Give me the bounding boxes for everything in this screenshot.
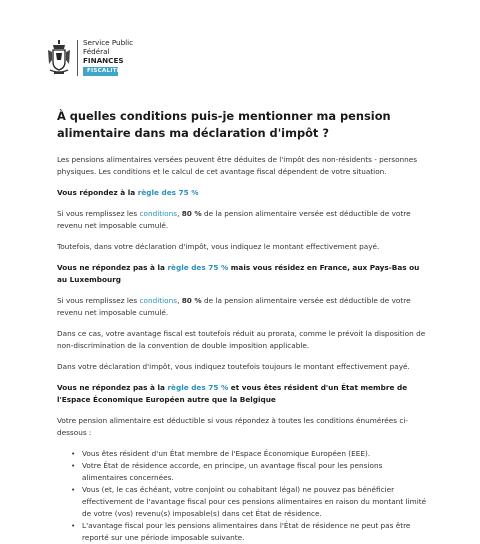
conditions-link[interactable]: conditions [139,296,178,305]
rule-75-link[interactable]: règle des 75 % [137,188,199,197]
list-item: • Vous (et, le cas échéant, votre conjoint ou cohabitant légal) ne pouvez pas bénéficier effectivement de l'avantage fiscal pour ces pensions alimentaires en raison du montant limité de votre (vos) revenu(s) imposable(s) dans cet État de résidence. [71,484,427,520]
section-3-heading-text-b: et vous êtes résident d'un État membre de l'Espace Économique Européen autre que la Belgique [57,383,408,404]
section-2-heading-text-a: Vous ne répondez pas à la [57,263,168,272]
s2p1-text-c: de la pension alimentaire versée est déductible de votre revenu net imposable cumulé. [57,296,411,317]
s2p1-text-b: , [177,296,182,305]
main-content [57,108,427,544]
list-item: • Votre État de résidence accorde, en principe, un avantage fiscal pour les pensions alimentaires concernées. [71,460,427,484]
belgian-coat-of-arms-icon[interactable] [46,40,72,76]
section-2-paragraph-2: Dans ce cas, votre avantage fiscal est toutefois réduit au prorata, comme le prévoit la disposition de non-discrimination de la convention de double imposition applicable. [57,329,426,350]
s1p1-text-a: Si vous remplissez les [57,209,140,218]
s1p1-text-c: de la pension alimentaire versée est déductible de votre revenu net imposable cumulé. [57,209,411,230]
section-2-paragraph-3: Dans votre déclaration d'impôt, vous indiquez toutefois toujours le montant effectivement payé. [57,362,410,371]
conditions-list [71,448,427,544]
rule-75-link[interactable]: règle des 75 % [167,383,229,392]
s1p1-text-b: , [177,209,182,218]
list-item: • L'avantage fiscal pour les pensions alimentaires dans l'État de résidence ne peut pas être reporté sur une période imposable suivante. [71,520,427,544]
section-2-paragraph-1 [57,295,427,319]
s2p1-percent: 80 % [181,296,202,305]
section-2-heading-text-b: mais vous résidez en France, aux Pays-Bas ou au Luxembourg [57,263,420,284]
rule-75-link[interactable]: règle des 75 % [167,263,229,272]
header-divider [77,40,78,76]
brand-line-3: FINANCES [83,56,124,65]
section-1-paragraph-2: Toutefois, dans votre déclaration d'impôt, vous indiquez le montant effectivement payé. [57,242,380,251]
section-1-heading [57,187,427,199]
intro-paragraph: Les pensions alimentaires versées peuvent être déduites de l'impôt des non-résidents - personnes physiques. Les conditions et le calcul de cet avantage fiscal dépendent de votre situation. [57,155,418,176]
section-3-heading-text-a: Vous ne répondez pas à la [57,383,168,392]
section-3-paragraph-1: Votre pension alimentaire est déductible si vous répondez à toutes les conditions énumérées ci-dessous : [57,416,409,437]
section-2-heading [57,262,427,286]
brand-block [83,38,133,76]
brand-line-1: Service Public [83,38,134,47]
site-header [46,38,133,82]
section-1-heading-text: Vous répondez à la [57,188,138,197]
brand-line-2: Fédéral [83,47,110,56]
section-3-heading [57,382,427,406]
s1p1-percent: 80 % [181,209,202,218]
list-item: • Vous êtes résident d'un État membre de l'Espace Économique Européen (EEE). [71,448,427,460]
conditions-link[interactable]: conditions [139,209,178,218]
section-tag: FISCALITÉ [83,67,118,76]
page-title: À quelles conditions puis-je mentionner ma pension alimentaire dans ma déclaration d'impôt ? [57,109,391,140]
section-1-paragraph-1 [57,208,427,232]
s2p1-text-a: Si vous remplissez les [57,296,140,305]
